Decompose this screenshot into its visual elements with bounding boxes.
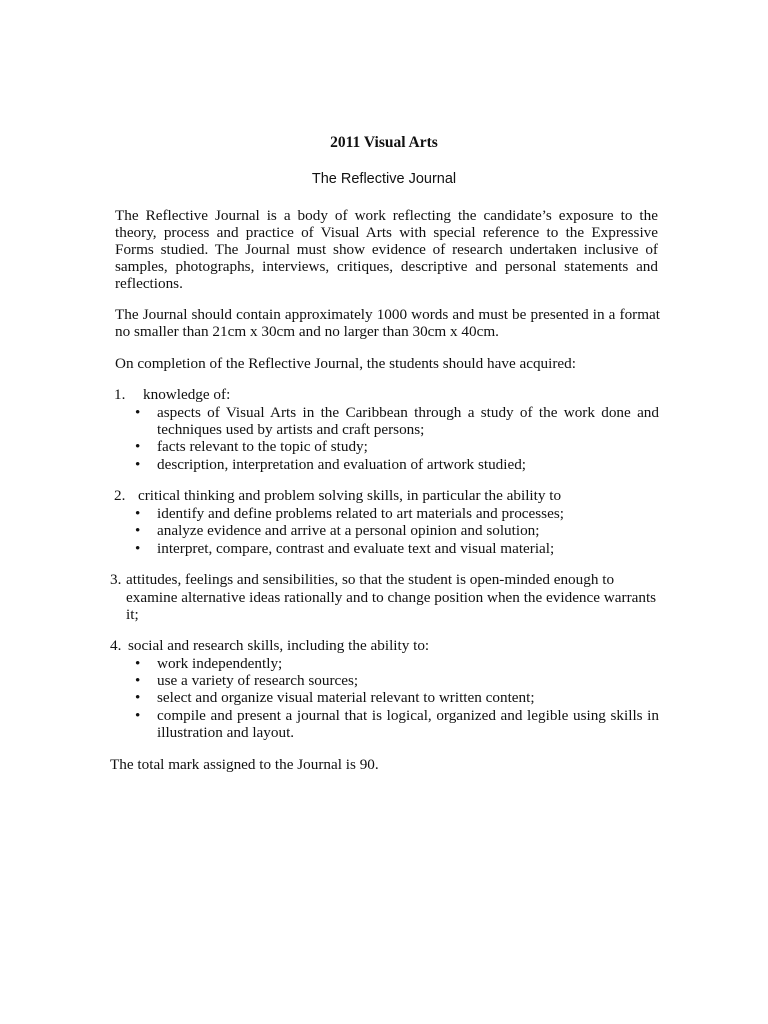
intro-paragraph: The Reflective Journal is a body of work reflecting the candidate’s exposure to the theory, process and practice of Visual Arts with special reference to the Expressive Forms studied. The Journal must show evidence of research undertaken inclusive of samples, photographs, interviews, critiques, descriptive and personal statements and reflections. bbox=[115, 207, 658, 292]
list-item: interpret, compare, contrast and evaluate text and visual material; bbox=[157, 540, 555, 557]
section-number: 2. bbox=[114, 487, 126, 504]
total-mark-line: The total mark assigned to the Journal is 90. bbox=[110, 756, 379, 773]
list-item: compile and present a journal that is logical, organized and legible using skills in illustration and layout. bbox=[157, 707, 659, 741]
list-item: work independently; bbox=[157, 655, 283, 672]
list-item: facts relevant to the topic of study; bbox=[157, 438, 368, 455]
section-heading: critical thinking and problem solving skills, in particular the ability to bbox=[138, 487, 562, 504]
section-number: 3. bbox=[110, 571, 122, 588]
document-subtitle: The Reflective Journal bbox=[311, 171, 457, 187]
section-heading: social and research skills, including the ability to: bbox=[128, 637, 430, 654]
bullet-icon: • bbox=[135, 505, 141, 522]
bullet-icon: • bbox=[135, 438, 141, 455]
list-item: use a variety of research sources; bbox=[157, 672, 359, 689]
format-paragraph bbox=[115, 306, 660, 340]
bullet-icon: • bbox=[135, 707, 141, 724]
bullet-icon: • bbox=[135, 672, 141, 689]
format-line: The Journal should contain approximately 1000 words and must be presented in a format bbox=[115, 306, 660, 323]
section-heading: examine alternative ideas rationally and to change position when the evidence warrants bbox=[126, 589, 657, 606]
section-heading: it; bbox=[126, 606, 139, 623]
list-item: description, interpretation and evaluation of artwork studied; bbox=[157, 456, 527, 473]
document-title: 2011 Visual Arts bbox=[330, 134, 438, 151]
bullet-icon: • bbox=[135, 522, 141, 539]
section-heading: attitudes, feelings and sensibilities, so that the student is open-minded enough to bbox=[126, 571, 615, 588]
list-item: analyze evidence and arrive at a personal opinion and solution; bbox=[157, 522, 540, 539]
format-line: no smaller than 21cm x 30cm and no larger than 30cm x 40cm. bbox=[115, 323, 499, 340]
list-item: identify and define problems related to art materials and processes; bbox=[157, 505, 564, 522]
section-number: 1. bbox=[114, 386, 126, 403]
bullet-icon: • bbox=[135, 540, 141, 557]
list-item: aspects of Visual Arts in the Caribbean through a study of the work done and techniques used by artists and craft persons; bbox=[157, 404, 659, 438]
bullet-icon: • bbox=[135, 689, 141, 706]
bullet-icon: • bbox=[135, 456, 141, 473]
bullet-icon: • bbox=[135, 404, 141, 421]
section-number: 4. bbox=[110, 637, 122, 654]
bullet-icon: • bbox=[135, 655, 141, 672]
list-item: select and organize visual material relevant to written content; bbox=[157, 689, 535, 706]
section-heading: knowledge of: bbox=[143, 386, 231, 403]
completion-paragraph: On completion of the Reflective Journal, the students should have acquired: bbox=[115, 355, 576, 372]
